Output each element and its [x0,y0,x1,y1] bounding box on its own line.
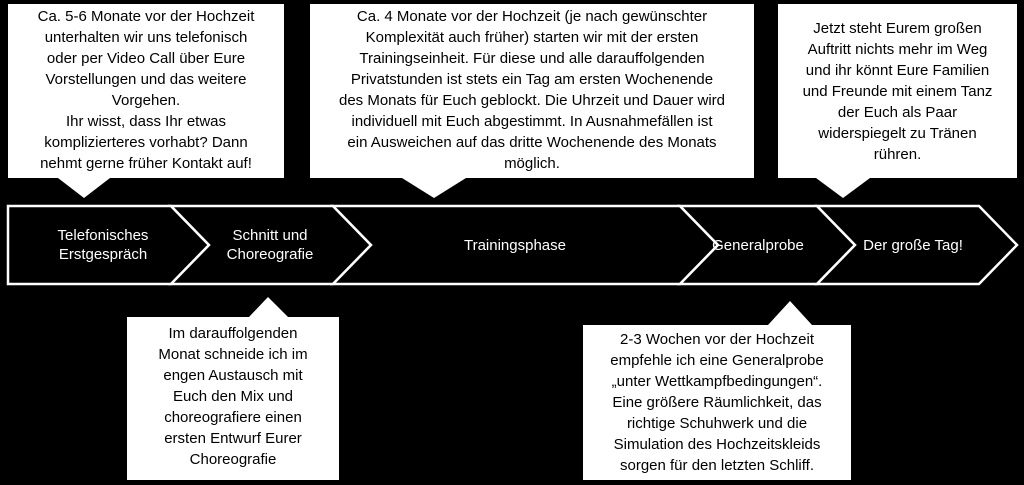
stage-label-schnitt-und-choreografie: Schnitt und Choreografie [226,227,314,263]
callout-grosser-tag-text: Jetzt steht Eurem großen Auftritt nichts mehr im Weg und ihr könnt Eure Familien und Freunde mit einem Tanz der Euch als Paar widerspiegelt zu Tränen rühren. [802,20,993,163]
stage-label-generalprobe: Generalprobe [712,237,804,254]
stage-label-trainingsphase: Trainingsphase [463,237,566,254]
stage-label-der-grosse-tag: Der große Tag! [863,237,963,254]
callout-training-text: Ca. 4 Monate vor der Hochzeit (je nach gewünschter Komplexität auch früher) starten wir mit der ersten Trainingseinheit. Für diese und alle darauffolgenden Privatstunden ist stets ein Tag am ersten Wochenende des Monats für Euch geblockt. Die Uhrzeit und Dauer wird individuell mit Euch abgestimmt. In Ausnahmefällen ist ein Ausweichen auf das dritte Wochenende des Monats möglich. [338,8,725,172]
callout-choreografie-text: Im darauffolgenden Monat schneide ich im engen Austausch mit Euch den Mix und choreografiere einen ersten Entwurf Eurer Choreografie [158,325,308,468]
callout-generalprobe-text: 2-3 Wochen vor der Hochzeit empfehle ich eine Generalprobe „unter Wettkampfbedingungen“. Eine größere Räumlichkeit, das richtige Schuhwerk und die Simulation des Hochzeitskleids sorgen für den letzten Schliff. [610,331,824,474]
callout-erstgespraech-text: Ca. 5-6 Monate vor der Hochzeit unterhalten wir uns telefonisch oder per Video Call über Eure Vorstellungen und das weitere Vorgehen. Ihr wisst, dass Ihr etwas komplizierteres vorhabt? Dann nehmt gerne früher Kontakt auf! [37,8,255,172]
stage-label-telefonisches-erstgespraech: Telefonisches Erstgespräch [57,227,149,263]
